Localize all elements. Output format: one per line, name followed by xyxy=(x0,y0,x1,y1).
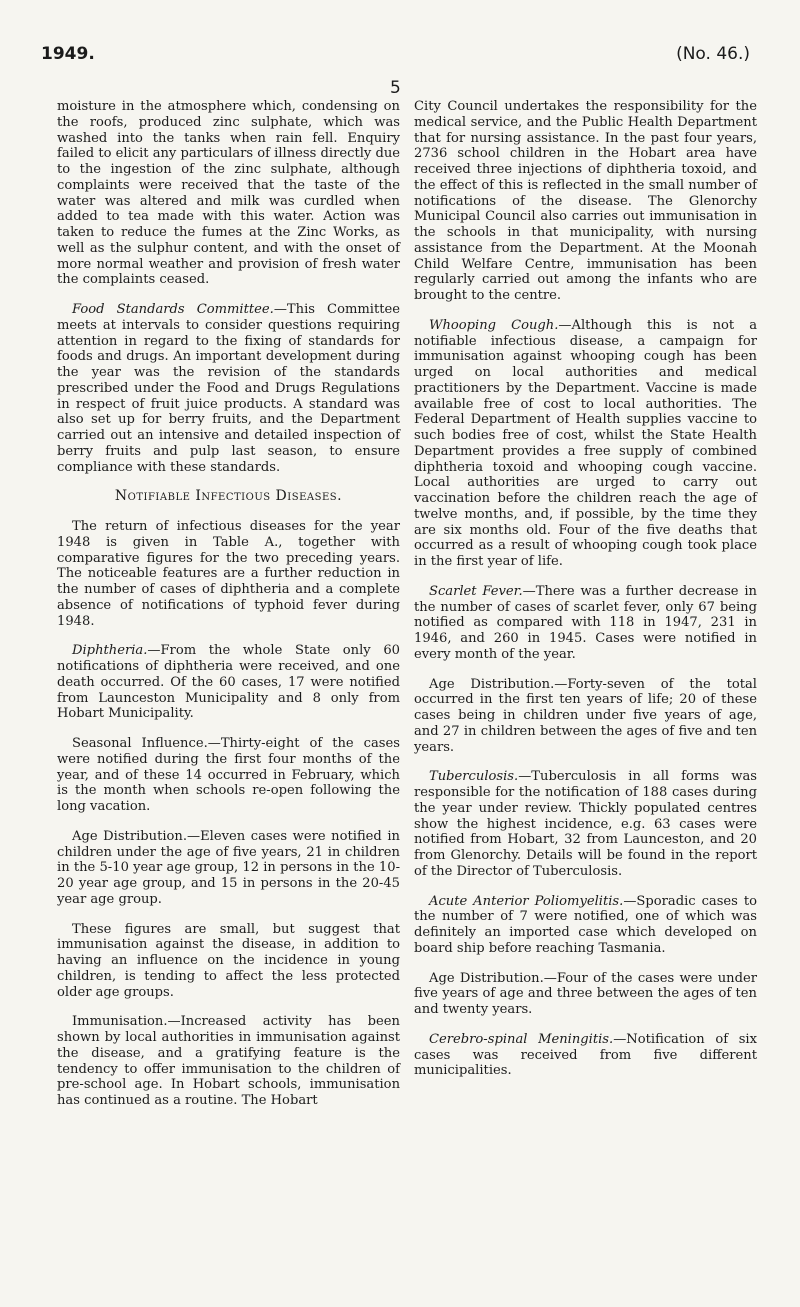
header-number: (No. 46.) xyxy=(676,44,750,64)
whooping-cough-body: —Although this is not a notifiable infectious disease, a campaign for immunisation against whooping cough has been urged on local authorities and medical practitioners by the Department. Vaccine is made available free of cost to local authorities. The Federal Department of Health supplies vaccine to such bodies free of cost, whilst the State Health Department provides a free supply of combined diphtheria toxoid and whooping cough vaccine. Local authorities are urged to carry out vaccination before the children reach the age of twelve months, and, if possible, by the time they are six months old. Four of the five deaths that occurred as a result of whooping cough took place in the first year of life. xyxy=(414,317,757,569)
tuberculosis-body: —Tuberculosis in all forms was responsible for the notification of 188 cases during the year under review. Thickly populated centres show the highest incidence, e.g. 63 cases were notified from Hobart, 32 from Launceston, and 20 from Glenorchy. Details will be found in the report of the Director of Tuberculosis. xyxy=(414,769,757,879)
paragraph-return: The return of infectious diseases for the year 1948 is given in Table A., together with comparative figures for the two preceding years. The noticeable features are a further reduction in the number of cases of diphtheria and a complete absence of notifications of typhoid fever during 1948. xyxy=(57,519,400,629)
paragraph-diphtheria xyxy=(57,643,400,722)
paragraph-zinc: moisture in the atmosphere which, condensing on the roofs, produced zinc sulphate, which was washed into the tanks when rain fell. Enquiry failed to elicit any particulars of illness directly due to the ingestion of the zinc sulphate, although complaints were received that the taste of the water was altered and milk was curdled when added to tea made with this water. Action was taken to reduce the fumes at the Zinc Works, as well as the sulphur content, and with the onset of more normal weather and provision of fresh water the complaints ceased. xyxy=(57,99,401,288)
paragraph-meningitis xyxy=(414,1032,757,1079)
poliomyelitis-body: —Sporadic cases to the number of 7 were notified, one of which was definitely an imported case which developed on board ship before reaching Tasmania. xyxy=(414,893,757,956)
section-title: Notifiable Infectious Diseases. xyxy=(114,488,343,505)
paragraph-city-council: City Council undertakes the responsibility for the medical service, and the Public Health Department that for nursing assistance. In the past four years, 2736 school children in the Hobart area have received three injections of diphtheria toxoid, and the effect of this is reflected in the small number of notifications of the disease. The Glenorchy Municipal Council also carries out immunisation in the schools in that municipality, with nursing assistance from the Department. At the Moonah Child Welfare Centre, immunisation has been regularly carried out among the infants who are brought to the centre. xyxy=(414,99,757,303)
paragraph-scarlet-fever xyxy=(414,584,757,663)
left-column xyxy=(57,99,400,1123)
paragraph-age-distribution-3: Age Distribution.—Four of the cases were under five years of age and three between the ages of ten and twenty years. xyxy=(414,970,757,1017)
paragraph-seasonal: Seasonal Influence.—Thirty-eight of the cases were notified during the first four months of the year, and of these 14 occurred in February, which is the month when schools re-open following the long vacation. xyxy=(57,736,400,814)
paragraph-tuberculosis xyxy=(414,769,757,879)
meningitis-heading: Cerebro-spinal Meningitis. xyxy=(429,1031,614,1047)
meningitis-body: —Notification of six cases was received from five different municipalities. xyxy=(414,1031,757,1079)
food-standards-heading: Food Standards Committee. xyxy=(72,302,274,317)
page-number: 5 xyxy=(390,78,401,98)
paragraph-food-standards xyxy=(57,302,400,475)
poliomyelitis-heading: Acute Anterior Poliomyelitis. xyxy=(429,893,624,909)
tuberculosis-heading: Tuberculosis. xyxy=(429,769,519,785)
whooping-cough-heading: Whooping Cough. xyxy=(429,317,559,333)
diphtheria-heading: Diphtheria. xyxy=(72,643,148,659)
header-year: 1949. xyxy=(41,44,95,64)
scarlet-fever-body: —There was a further decrease in the number of cases of scarlet fever, only 67 being notified as compared with 118 in 1947, 231 in 1946, and 260 in 1945. Cases were notified in every month of the year. xyxy=(414,583,757,662)
paragraph-whooping-cough xyxy=(414,318,757,570)
scarlet-fever-heading: Scarlet Fever. xyxy=(429,583,523,599)
right-column xyxy=(414,99,757,1093)
paragraph-age-distribution: Age Distribution.—Eleven cases were notified in children under the age of five years, 21 in children in the 5-10 year age group, 12 in persons in the 10-20 year age group, and 15 in persons in the 20-45 year age group. xyxy=(57,828,400,907)
paragraph-poliomyelitis xyxy=(414,894,757,957)
diphtheria-body: —From the whole State only 60 notifications of diphtheria were received, and one death occurred. Of the 60 cases, 17 were notified from Launceston Municipality and 8 only from Hobart Municipality. xyxy=(57,643,400,722)
paragraph-figures: These figures are small, but suggest that immunisation against the disease, in addition to having an influence on the incidence in young children, is tending to affect the less protected older age groups. xyxy=(57,921,400,1000)
paragraph-immunisation: Immunisation.—Increased activity has been shown by local authorities in immunisation against the disease, and a gratifying feature is the tendency to offer immunisation to the children of pre-school age. In Hobart schools, immunisation has continued as a routine. The Hobart xyxy=(57,1014,400,1108)
paragraph-age-distribution-2: Age Distribution.—Forty-seven of the total occurred in the first ten years of life; 20 of these cases being in children under five years of age, and 27 in children between the ages of five and ten years. xyxy=(414,676,757,755)
food-standards-body: —This Committee meets at intervals to consider questions requiring attention in regard to the fixing of standards for foods and drugs. An important development during the year was the revision of the standards prescribed under the Food and Drugs Regulations in respect of fruit juice products. A standard was also set up for berry fruits, and the Department carried out an intensive and detailed inspection of berry fruits and pulp last season, to ensure compliance with these standards. xyxy=(57,302,401,475)
